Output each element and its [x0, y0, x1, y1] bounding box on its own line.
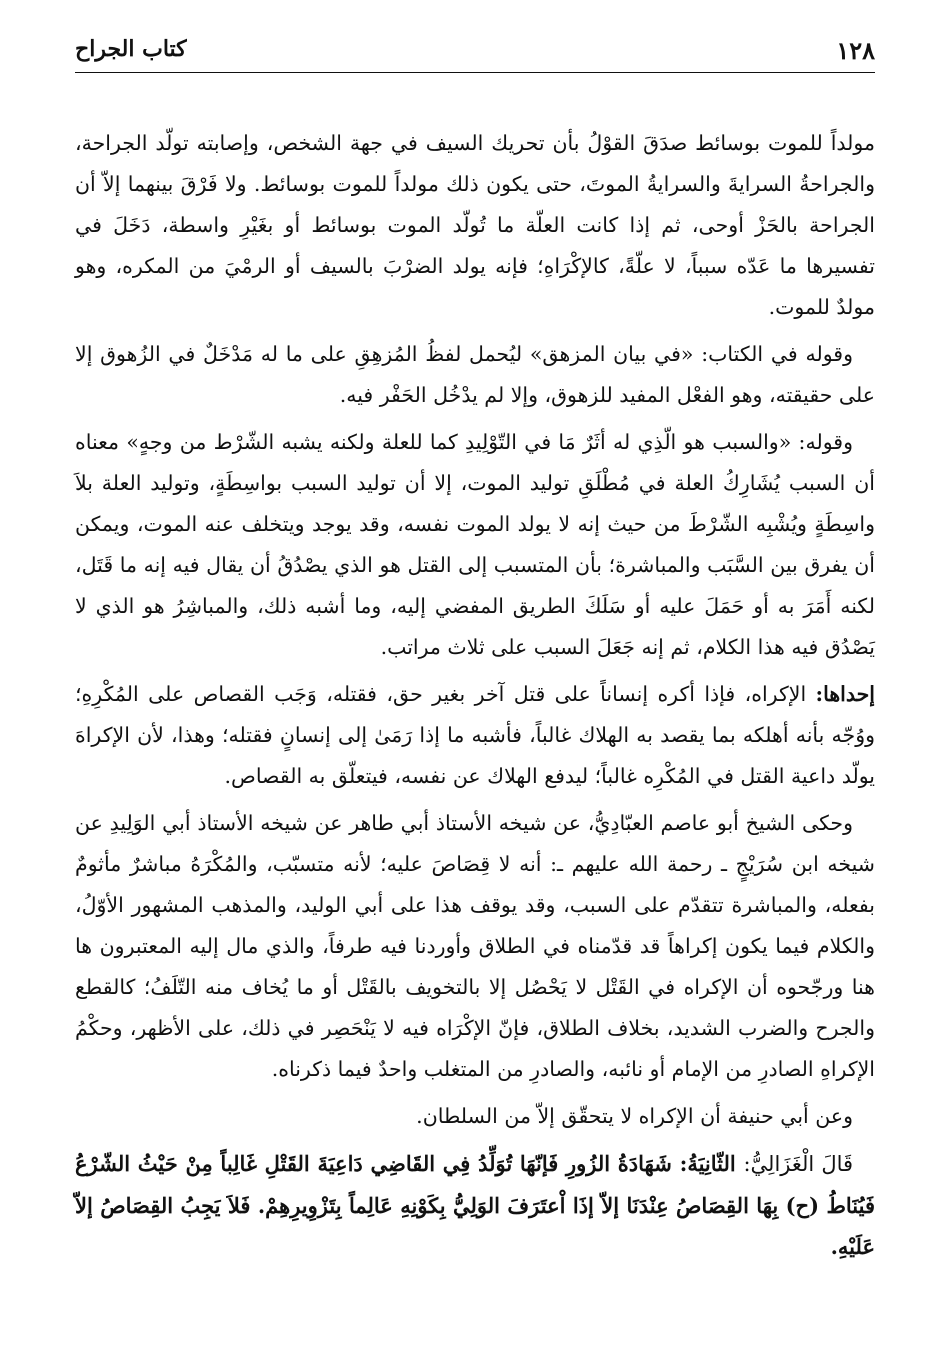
page-body — [75, 123, 875, 1267]
book-page — [75, 30, 875, 1330]
running-title: كتاب الجراح — [75, 36, 187, 62]
paragraph-4 — [75, 674, 875, 797]
page-number: ١٢٨ — [836, 36, 875, 65]
quote-label: الثّانِيَةُ: — [679, 1151, 736, 1176]
paragraph-4-text: الإكراه، فإذا أكره إنساناً على قتل آخر بغير حق، فقتله، وَجَب القصاص على المُكْرِهِ؛ ووُجّه بأنه أهلكه بما يقصد به الهلاك غالباً، فأشبه ما إذا رَمَىٰ إلى إنسانٍ فقتله؛ وهذا، لأن الإكراهَ يولّد داعية القتل في المُكْرِه غالباً؛ ليدفع الهلاك عن نفسه، فيتعلّق به القصاص. — [75, 682, 875, 788]
paragraph-3: وقوله: «والسبب هو الّذِي له أثَرٌ مَا في التّوْلِيدِ كما للعلة ولكنه يشبه الشّرْط من وجهٍ» معناه أن السبب يُشَارِكُ العلة في مُطْلَقِ توليد الموت، إلا أن توليد السبب بواسِطَةٍ، وتوليد العلة بلاَ واسِطَةٍ ويُشْبِه الشّرْطَ من حيث إنه لا يولد الموت نفسه، وقد يوجد ويتخلف عنه الموت، ويمكن أن يفرق بين السَّبَب والمباشرة؛ بأن المتسبب إلى القتل هو الذي يصْدُقُ أن يقال فيه إنه ما قَتَل، لكنه أَمَرَ به أو حَمَلَ عليه أو سَلَكَ الطريق المفضي إليه، وما أشبه ذلك، والمباشِرُ هو الذي لا يَصْدُق فيه هذا الكلام، ثم إنه جَعَلَ السبب على ثلاث مراتب. — [75, 430, 875, 659]
paragraph-4-lead: إحداها: — [815, 682, 875, 706]
paragraph-2: وقوله في الكتاب: «في بيان المزهق» ليُحمل لفظُ المُزهِقِ على ما له مَدْخَلٌ في الزُهوق إلا على حقيقته، وهو الفعْل المفيد للزهوق، وإلا لم يدْخُل الحَفْر فيه. — [75, 342, 875, 407]
ghazali-quote — [75, 1143, 875, 1267]
paragraph-5: وحكى الشيخ أبو عاصم العبّادِيُّ، عن شيخه الأستاذ أبي طاهر عن شيخه الأستاذ أبي الوَلِيدِ عن شيخه ابن سُرَيْجٍ ـ رحمة الله عليهم ـ: أنه لا قِصَاصَ عليه؛ لأنه متسبّب، والمُكْرَهُ مباشرٌ مأثومٌ بفعله، والمباشرة تتقدّم على السبب، وقد يوقف هذا على أبي الوليد، والمذهب المشهور الأوّلُ، والكلام فيما يكون إكراهاً قد قدّمناه في الطلاق وأوردنا فيه طرفاً، والذي مال إليه المعتبرون ها هنا ورجّحوه أن الإكراه في القَتْل لا يَحْصُل إلا بالتخويف بالقَتْل أو ما يُخاف منه التّلَفُ؛ كالقطع والجرح والضرب الشديد، بخلاف الطلاق، فإنّ الإكْرَاه فيه لا يَنْحَصِر في ذلك، على الأظهر، وحكْمُ الإكراهِ الصادرِ من الإمام أو نائبه، والصادرِ من المتغلب واحدٌ فيما ذكرناه. — [75, 811, 875, 1081]
paragraph-6: وعن أبي حنيفة أن الإكراه لا يتحقّق إلاّ من السلطان. — [416, 1104, 853, 1128]
paragraph-1: مولداً للموت بوسائط صدَقَ القوْلُ بأن تحريك السيف في جهة الشخص، وإصابته تولّد الجراحة، والجراحةُ السرايةَ والسرايةُ الموتَ، حتى يكون ذلك مولداً للموت بوسائط. ولا فَرْقَ بينهما إلاّ أن الجراحة بالحَزْ أوحى، ثم إذا كانت العلّة ما تُولّد الموت بوسائط أو بغَيْرِ واسطة، دَخَلَ في تفسيرها ما عَدّه سبباً، لا علّةً، كالإكْرَاهِ؛ فإنه يولد الضرْبَ بالسيف أو الرمْيَ من المكره، وهو مولدٌ للموت. — [75, 131, 875, 319]
quote-speaker: قَالَ الْغَزَالِيُّ: — [743, 1152, 854, 1176]
page-header — [75, 30, 875, 73]
quote-text: شَهَادَةُ الزُورِ فَإنّهَا تُوَلِّدُ فِي القَاضِي دَاعِيَةَ القَتْلِ غَالِباً مِنْ حَيْثُ الشّرْعُ فَيُنَاطُ (ح) بِهَا القِصَاصُ عِنْدَنَا إلاّ إذَا اْعتَرَفَ الوَلِيُّ بِكَوْنِهِ عَالِماً بِتَزْوِيرِهِمْ. فَلاَ يَجِبُ القِصَاصُ إلاّ عَلَيْهِ. — [75, 1151, 875, 1259]
